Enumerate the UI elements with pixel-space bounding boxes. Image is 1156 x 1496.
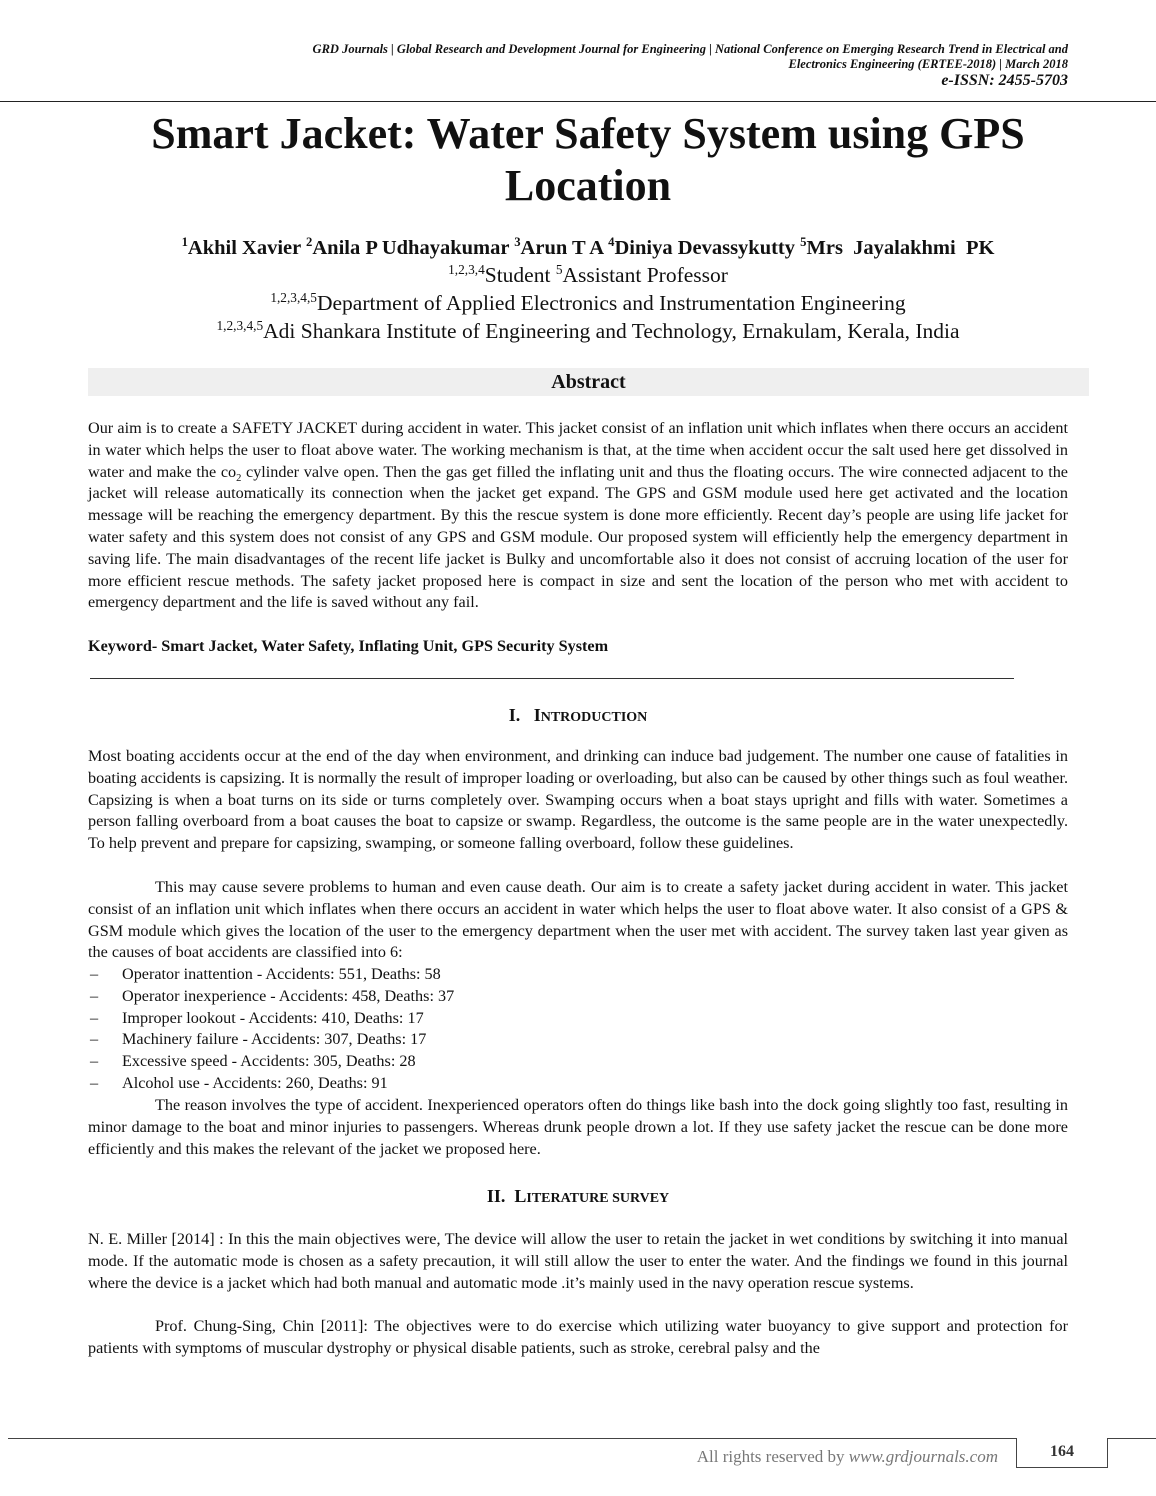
author-roles — [40, 262, 1136, 288]
header-line-2: Electronics Engineering (ERTEE-2018) | March 2018 — [788, 57, 1068, 71]
list-item-text: Improper lookout - Accidents: 410, Deaths: 17 — [122, 1008, 424, 1027]
author-institution — [40, 318, 1136, 344]
header-line-1: GRD Journals | Global Research and Development Journal for Engineering | National Conference on Emerging Research Trend in Electrical and — [312, 42, 1068, 56]
role-sup-2: 5 — [555, 261, 563, 277]
page-number: 164 — [1016, 1438, 1108, 1468]
list-marker: – — [90, 986, 99, 1005]
dept-sup: 1,2,3,4,5 — [270, 289, 317, 305]
author-3-sup: 3 — [514, 235, 521, 250]
list-item — [88, 986, 1068, 1008]
accident-causes-list — [88, 964, 1068, 1095]
author-3: Arun T A — [520, 237, 609, 259]
title-line-2: Location — [504, 161, 672, 210]
role-sup-1: 1,2,3,4 — [448, 261, 485, 277]
journal-website-link[interactable]: www.grdjournals.com — [848, 1447, 998, 1466]
author-2-sup: 2 — [306, 235, 313, 250]
footer-divider — [8, 1438, 1016, 1439]
abstract-divider — [90, 678, 1014, 679]
author-list — [40, 234, 1136, 262]
abstract-text-part-2: cylinder valve open. Then the gas get filled the inflating unit and thus the floating occurs. The wire connected adjacent to the jacket will release automatically its connection when the jacket get expand. The GPS and GSM module used here get activated and the location message will be reaching the emergency department. By this the rescue system is done more efficiently. Recent day’s people are using life jacket for water safety and this system does not consist of any GPS and GSM module. Our proposed system will efficiently help the emergency department in saving life. The main disadvantages of the recent life jacket is Bulky and uncomfortable also it does not consist of accruing location of the user for more efficient rescue methods. The safety jacket proposed here is compact in size and sent the location of the person who met with accident to emergency department and the life is saved without any fail. — [88, 462, 1068, 612]
list-marker: – — [90, 1008, 99, 1027]
dept-name: Department of Applied Electronics and Instrumentation Engineering — [316, 291, 906, 315]
list-item-text: Excessive speed - Accidents: 305, Deaths: 28 — [122, 1052, 416, 1071]
paper-title — [60, 108, 1116, 212]
role-professor: Assistant Professor — [562, 263, 728, 287]
footer-divider-right — [1108, 1438, 1156, 1439]
list-item-text: Alcohol use - Accidents: 260, Deaths: 91 — [122, 1073, 388, 1092]
header-issn: e-ISSN: 2455-5703 — [941, 72, 1068, 89]
title-line-1: Smart Jacket: Water Safety System using GPS — [151, 109, 1025, 158]
section-2-title: ITERATURE SURVEY — [526, 1191, 670, 1206]
section-2-heading — [88, 1185, 1068, 1210]
section-2-number: II. — [486, 1186, 506, 1206]
author-4-sup: 4 — [608, 235, 615, 250]
rights-text: All rights reserved by — [696, 1447, 849, 1466]
abstract-text-part-1: Our aim is to create a SAFETY JACKET during accident in water. This jacket consist of an inflation unit which inflates when there occurs an accident in water which helps the user to float above water. The working mechanism is that, at the time when accident occur the salt used here get dissolved in water and make the co — [88, 419, 1068, 481]
abstract-heading: Abstract — [88, 368, 1089, 396]
keywords: Keyword- Smart Jacket, Water Safety, Inflating Unit, GPS Security System — [88, 637, 609, 655]
list-item — [88, 1051, 1068, 1073]
author-4: Diniya Devassykutty — [614, 237, 801, 259]
list-item — [88, 1073, 1068, 1095]
author-1: Akhil Xavier — [187, 237, 306, 259]
section-1-initial: I — [533, 705, 541, 725]
header-divider — [0, 101, 1156, 102]
journal-header — [68, 42, 1068, 90]
author-1-sup: 1 — [181, 235, 188, 250]
inst-name: Adi Shankara Institute of Engineering and Technology, Ernakulam, Kerala, India — [263, 319, 960, 343]
list-item-text: Operator inattention - Accidents: 551, Deaths: 58 — [122, 965, 441, 983]
list-item-text: Machinery failure - Accidents: 307, Deaths: 17 — [122, 1030, 427, 1049]
author-2: Anila P Udhayakumar — [312, 237, 515, 259]
literature-paragraph-1: N. E. Miller [2014] : In this the main objectives were, The device will allow the user to retain the jacket in wet conditions by switching it into manual mode. If the automatic mode is chosen as a safety precaution, it will still allow the user to enter the water. And the findings we found in this journal where the device is a jacket which had both manual and automatic mode .it’s mainly used in the navy operation rescue systems. — [88, 1230, 1068, 1292]
author-5-sup: 5 — [800, 235, 807, 250]
list-item — [88, 964, 1068, 986]
inst-sup: 1,2,3,4,5 — [216, 317, 264, 333]
section-1-heading — [88, 704, 1068, 729]
list-marker: – — [90, 1073, 99, 1092]
literature-paragraph-2: Prof. Chung-Sing, Chin [2011]: The objectives were to do exercise which utilizing water buoyancy to give support and protection for patients with symptoms of muscular dystrophy or physical disable patients, such as stroke, cerebral palsy and the — [88, 1317, 1068, 1357]
author-5: Mrs Jayalakhmi PK — [806, 237, 995, 259]
list-marker: – — [90, 965, 99, 983]
section-1-number: I. — [508, 705, 521, 725]
abstract-text — [88, 418, 1068, 614]
list-item-text: Operator inexperience - Accidents: 458, Deaths: 37 — [122, 986, 455, 1005]
list-item — [88, 1029, 1068, 1051]
intro-paragraph-1: Most boating accidents occur at the end of the day when environment, and drinking can induce bad judgement. The number one cause of fatalities in boating accidents is capsizing. It is normally the result of improper loading or overloading, but also can be caused by other things such as foul weather. Capsizing is when a boat turns on its side or turns completely over. Swamping occurs when a boat stays upright and fills with water. Sometimes a person falling overboard from a boat causes the boat to capsize or swamp. Regardless, the outcome is the same people are in the water unexpectedly. To help prevent and prepare for capsizing, swamping, or someone falling overboard, follow these guidelines. — [88, 747, 1068, 853]
footer-rights — [520, 1444, 998, 1470]
list-item — [88, 1008, 1068, 1030]
intro-paragraph-2: This may cause severe problems to human and even cause death. Our aim is to create a safety jacket during accident in water. This jacket consist of an inflation unit which inflates when there occurs an accident in water which helps the user to float above water. It also consist of a GPS & GSM module which gives the location of the user to the emergency department when the user met with accident. The survey taken last year given as the causes of boat accidents are classified into 6: — [88, 878, 1068, 962]
section-2-initial: L — [514, 1186, 527, 1206]
list-marker: – — [90, 1052, 99, 1071]
section-1-title: NTRODUCTION — [540, 710, 648, 725]
intro-paragraph-3: The reason involves the type of accident. Inexperienced operators often do things like bash into the dock going slightly too fast, resulting in minor damage to the boat and minor injuries to passengers. Whereas drunk people drown a lot. If they use safety jacket the rescue can be done more efficiently and this makes the relevant of the jacket we proposed here. — [88, 1096, 1068, 1158]
role-student: Student — [484, 263, 556, 287]
list-marker: – — [90, 1030, 99, 1049]
author-department — [40, 290, 1136, 316]
co2-subscript: 2 — [236, 472, 242, 484]
